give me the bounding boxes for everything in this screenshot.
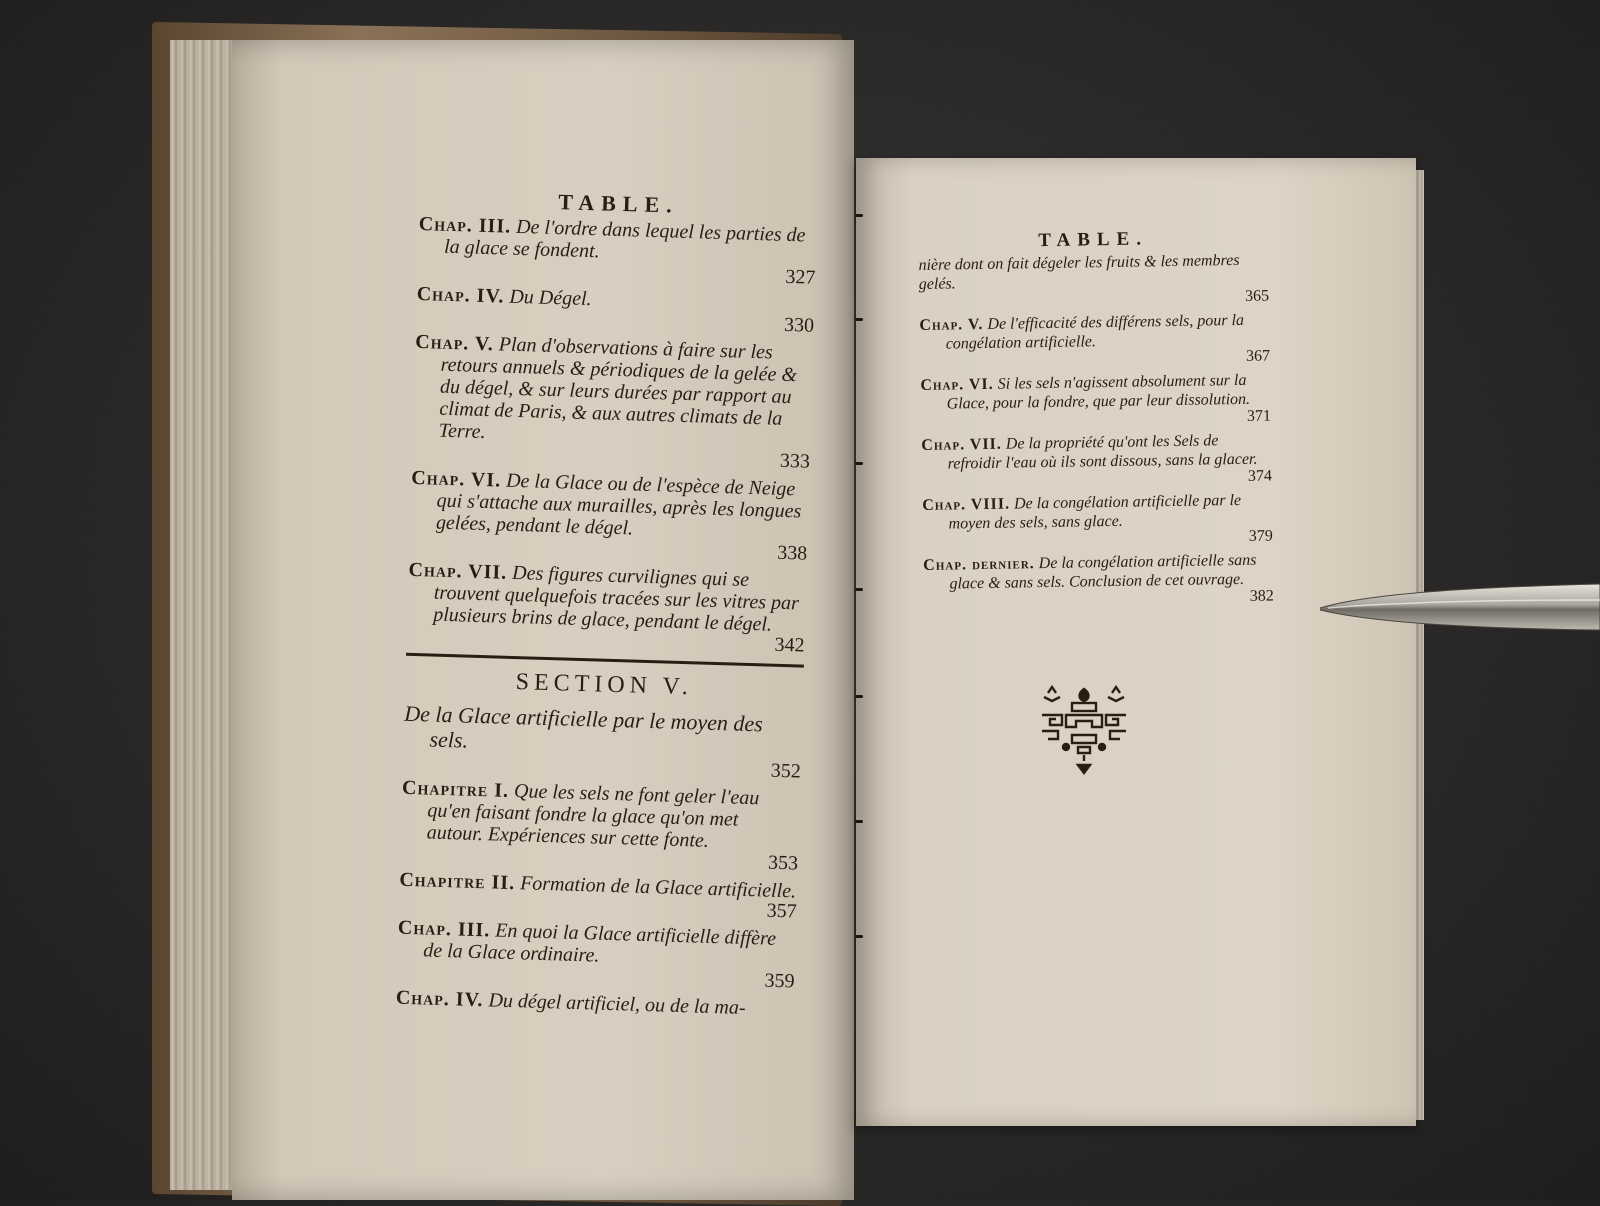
- toc-entry: [919, 310, 1270, 370]
- chapter-title: De l'ordre dans lequel les parties de la glace se fondent.: [443, 215, 806, 263]
- binding-stitch: [855, 318, 863, 321]
- section-title: De la Glace artificielle par le moyen des sels.: [403, 700, 764, 753]
- page-number: 333: [779, 449, 811, 473]
- toc-entry: [396, 917, 796, 993]
- toc-entry: [922, 490, 1273, 550]
- chapter-title: Formation de la Glace artificielle.: [519, 872, 797, 903]
- toc-entry: [400, 777, 800, 875]
- left-table-of-contents: [395, 185, 817, 1026]
- toc-entry: [923, 550, 1274, 610]
- toc-entry: [409, 467, 809, 565]
- chapter-label: Chap. V.: [415, 330, 495, 356]
- chapter-label: Chap. V.: [919, 315, 984, 334]
- running-head: TABLE.: [1038, 228, 1149, 252]
- chapter-label: Chap. VIII.: [922, 495, 1011, 514]
- chapter-title: Du Dégel.: [509, 285, 592, 311]
- toc-entry: [416, 283, 815, 337]
- page-number: 379: [1248, 527, 1273, 545]
- toc-continuation: [918, 250, 1269, 310]
- binding-stitch: [855, 695, 863, 698]
- binding-stitch: [855, 214, 863, 217]
- page-number: 342: [774, 633, 805, 657]
- page-number: 338: [776, 541, 808, 565]
- binding-stitch: [855, 588, 863, 591]
- chapter-title: Si les sels n'agissent absolument sur la Glace, pour la fondre, que par leur dissolution.: [946, 371, 1251, 413]
- chapter-label: Chap. VI.: [920, 375, 994, 394]
- toc-entry: [417, 213, 817, 289]
- chapter-title: Des figures curvilignes qui se trouvent quelquefois tracées sur les vitres par plusieurs brins de glace, pendant le dégel.: [432, 561, 800, 636]
- page-number: 327: [785, 265, 816, 289]
- page-number: 353: [767, 851, 799, 875]
- chapter-title: De l'efficacité des différens sels, pour la congélation artificielle.: [945, 311, 1245, 353]
- chapter-label: Chap. III.: [418, 212, 512, 238]
- knife-pointer-icon: [1320, 582, 1600, 634]
- binding-stitch: [855, 935, 863, 938]
- chapter-label: Chap. VII.: [921, 435, 1002, 454]
- page-number: 382: [1249, 587, 1274, 605]
- chapter-label: Chap. VI.: [410, 466, 502, 492]
- chapter-title: Plan d'observations à faire sur les retours annuels & périodiques de la gelée & du dégel, & sur leurs durées par rapport au climat de Paris, & aux autres climats de la Terre.: [438, 333, 798, 444]
- toc-entry: [921, 430, 1272, 490]
- right-table-of-contents: [918, 227, 1274, 616]
- toc-entry: [920, 370, 1271, 430]
- chapter-title: De la Glace ou de l'espèce de Neige qui s'attache aux murailles, après les longues gelées, pendant le dégel.: [435, 469, 802, 540]
- page-number: 365: [1244, 287, 1270, 305]
- chapter-label: Chapitre II.: [399, 868, 516, 895]
- toc-entry: [406, 559, 806, 657]
- section-entry: [403, 701, 803, 783]
- chapter-title: Que les sels ne font geler l'eau qu'en faisant fondre la glace qu'on met autour. Expériences sur cette fonte.: [426, 780, 760, 852]
- chapter-title: En quoi la Glace artificielle diffère de la Glace ordinaire.: [422, 919, 777, 967]
- chapter-label: Chap. IV.: [416, 282, 505, 308]
- chapter-title: Du dégel artificiel, ou de la ma-: [488, 989, 746, 1020]
- chapter-label: Chap. VII.: [408, 558, 508, 584]
- chapter-label: Chap. III.: [397, 916, 491, 942]
- chapter-label: Chap. dernier.: [923, 555, 1035, 574]
- page-number: 330: [783, 313, 815, 337]
- page-number: 357: [766, 899, 797, 923]
- chapter-title: De la congélation artificielle par le moyen des sels, sans glace.: [948, 491, 1242, 533]
- toc-entry: [398, 869, 797, 923]
- binding-stitch: [855, 820, 863, 823]
- page-number: 371: [1246, 407, 1272, 425]
- page-number: 352: [770, 759, 802, 783]
- binding-stitch: [855, 462, 863, 465]
- chapter-title: De la congélation artificielle sans glace & sans sels. Conclusion de cet ouvrage.: [949, 551, 1257, 593]
- fleuron-ornament-icon: [1036, 685, 1132, 777]
- section-divider-rule: [406, 653, 804, 668]
- page-number: 367: [1245, 347, 1271, 365]
- toc-entry: [396, 987, 794, 1021]
- running-head: TABLE.: [557, 189, 680, 218]
- chapter-label: Chapitre I.: [401, 776, 510, 802]
- chapter-label: Chap. IV.: [395, 986, 484, 1012]
- continuation-text: nière dont on fait dégeler les fruits & les membres gelés.: [918, 251, 1240, 293]
- chapter-title: De la propriété qu'ont les Sels de refroidir l'eau où ils sont dissous, sans la glacer.: [947, 432, 1258, 473]
- page-number: 359: [764, 969, 795, 993]
- page-number: 374: [1247, 467, 1273, 485]
- section-heading: SECTION V.: [515, 669, 694, 701]
- toc-entry: [412, 331, 814, 473]
